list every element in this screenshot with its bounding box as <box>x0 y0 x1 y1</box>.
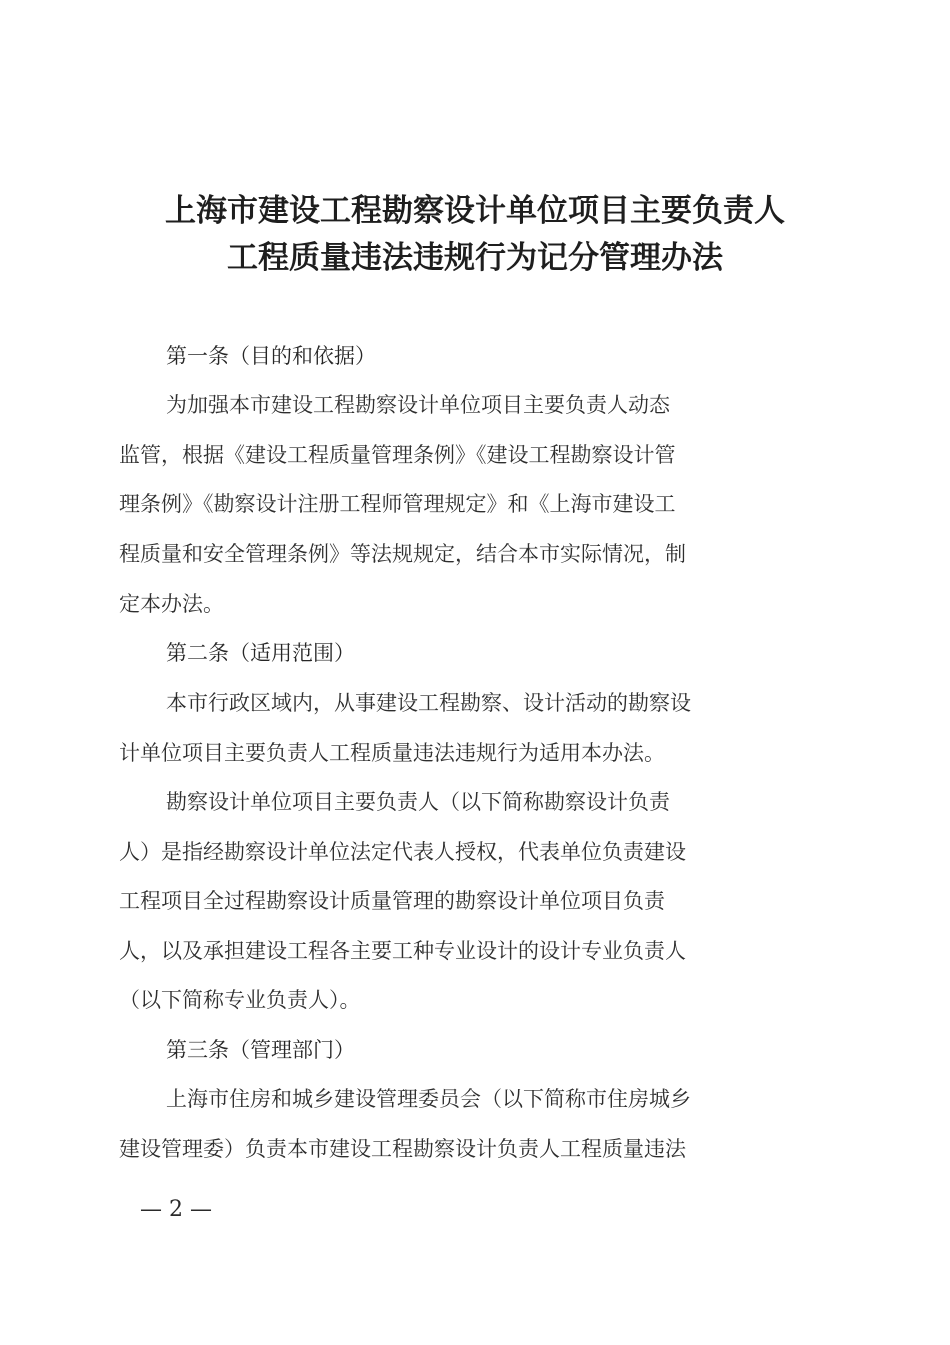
article-3-line-1: 上海市住房和城乡建设管理委员会（以下简称市住房城乡 <box>166 1087 691 1111</box>
article-2-para1-line-1: 本市行政区域内，从事建设工程勘察、设计活动的勘察设 <box>166 691 691 715</box>
article-2-para1-line-2: 计单位项目主要负责人工程质量违法违规行为适用本办法。 <box>119 741 665 765</box>
article-1-line-3: 理条例》《勘察设计注册工程师管理规定》和《上海市建设工 <box>119 492 676 516</box>
article-1-line-5: 定本办法。 <box>119 592 224 616</box>
article-1-line-4: 程质量和安全管理条例》等法规规定，结合本市实际情况，制 <box>119 542 686 566</box>
article-2-heading: 第二条（适用范围） <box>166 641 355 665</box>
page-number: — 2 — <box>140 1197 212 1222</box>
document-title-line-1: 上海市建设工程勘察设计单位项目主要负责人 <box>165 193 785 229</box>
article-1-line-2: 监管，根据《建设工程质量管理条例》《建设工程勘察设计管 <box>119 443 676 467</box>
article-1-line-1: 为加强本市建设工程勘察设计单位项目主要负责人动态 <box>166 393 670 417</box>
article-3-line-2: 建设管理委）负责本市建设工程勘察设计负责人工程质量违法 <box>119 1137 686 1161</box>
article-2-para2-line-2: 人）是指经勘察设计单位法定代表人授权，代表单位负责建设 <box>119 840 686 864</box>
article-2-para2-line-4: 人，以及承担建设工程各主要工种专业设计的设计专业负责人 <box>119 939 686 963</box>
article-2-para2-line-5: （以下简称专业负责人）。 <box>119 988 361 1012</box>
article-1-heading: 第一条（目的和依据） <box>166 344 376 368</box>
article-2-para2-line-3: 工程项目全过程勘察设计质量管理的勘察设计单位项目负责 <box>119 889 665 913</box>
article-2-para2-line-1: 勘察设计单位项目主要负责人（以下简称勘察设计负责 <box>166 790 670 814</box>
article-3-heading: 第三条（管理部门） <box>166 1038 355 1062</box>
document-title-line-2: 工程质量违法违规行为记分管理办法 <box>227 240 723 276</box>
